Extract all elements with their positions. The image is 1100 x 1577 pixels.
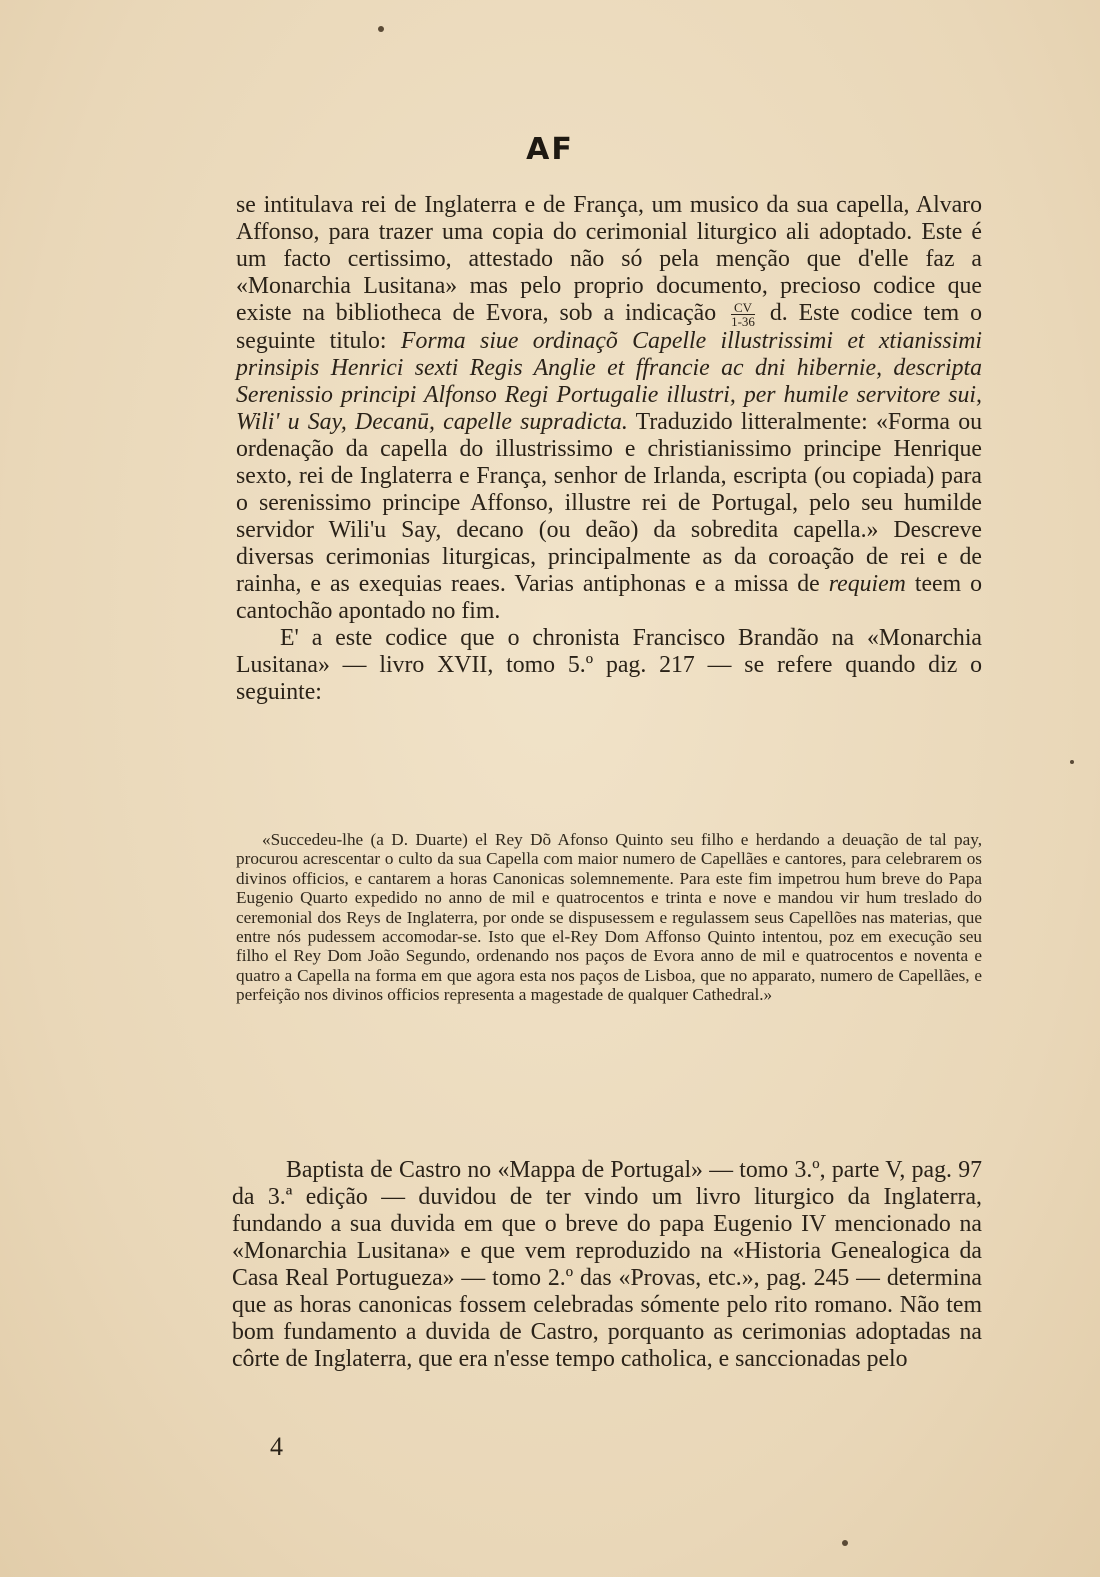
fraction-denominator: 1-36 bbox=[731, 314, 755, 330]
paragraph-1-text-b: d. Este codice tem o seguinte titulo: bbox=[236, 300, 982, 355]
requiem-word: requiem bbox=[828, 571, 906, 598]
paragraph-1-text-a: se intitulava rei de Inglaterra e de França, um musico da sua capella, Alvaro Affonso, para trazer uma copia do cerimonial liturgico ali adoptado. Este é um facto certissimo, attestado não só pela menção que d'elle faz a «Monarchia Lusitana» mas pelo proprio documento, precioso codice que existe na bibliotheca de Evora, sob a indicação bbox=[236, 192, 982, 326]
speck bbox=[842, 1540, 848, 1546]
fraction-numerator: CV bbox=[731, 301, 755, 315]
paragraph-1-text-c: Traduzido litteralmente: «Forma ou ordenação da capella do illustrissimo e christianissimo principe Henrique sexto, rei de Inglaterra e França, senhor de Irlanda, escripta (ou copiada) para o serenissimo principe Affonso, illustre rei de Portugal, pelo seu humilde servidor Wili'u Say, decano (ou deão) da sobredita capella.» Descreve diversas cerimonias liturgicas, principalmente as da coroação de rei e de rainha, e as exequias reaes. Varias antiphonas e a missa de bbox=[236, 409, 982, 598]
speck bbox=[378, 26, 384, 32]
speck bbox=[1070, 760, 1074, 764]
latin-title: Forma siue ordinaçõ Capelle illustrissimi et xtianissimi prinsipis Henrici sexti Regis Anglie et ffrancie ac dni hibernie, descripta Serenissio principi Alfonso Regi Portugalie illustri, per humile servitore sui, Wili' u Say, Decanū, capelle supradicta. bbox=[236, 328, 982, 436]
paragraph-1-text-d: teem o cantochão apontado no fim. bbox=[236, 571, 982, 625]
quote-text: «Succedeu-lhe (a D. Duarte) el Rey Dõ Afonso Quinto seu filho e herdando a deuação de tal pay, procurou acrescentar o culto da sua Capella com maior numero de Capellães e cantores, para celebrarem os divinos officios, e cantarem a horas Canonicas solemnemente. Para este fim impetrou hum breve do Papa Eugenio Quarto expedido no anno de mil e quatrocentos e trinta e nove e mandou vir hum treslado do ceremonial dos Reys de Inglaterra, por onde se dispusessem e regulassem seus Capellões nas materias, que entre nós pudessem accomodar-se. Isto que el-Rey Dom Affonso Quinto intentou, poz em execução seu filho el Rey Dom João Segundo, ordenando nos paços de Evora anno de mil e quatrocentos e noventa e quatro a Capella na forma em que agora esta nos paços de Lisboa, que no apparato, numero de Capellães, e perfeição nos divinos officios representa a magestade de qualquer Cathedral.» bbox=[236, 830, 982, 1005]
signature-mark: AF bbox=[526, 132, 574, 167]
main-text-continued bbox=[232, 1157, 982, 1373]
paragraph-3: Baptista de Castro no «Mappa de Portugal» — tomo 3.º, parte V, pag. 97 da 3.ª edição — duvidou de ter vindo um livro liturgico da Inglaterra, fundando a sua duvida em que o breve do papa Eugenio IV mencionado na «Monarchia Lusitana» e que vem reproduzido na «Historia Genealogica da Casa Real Portugueza» — tomo 2.º das «Provas, etc.», pag. 245 — determina que as horas canonicas fossem celebradas sómente pelo rito romano. Não tem bom fundamento a duvida de Castro, porquanto as cerimonias adoptadas na côrte de Inglaterra, que era n'esse tempo catholica, e sanccionadas pelo bbox=[232, 1157, 982, 1372]
shelfmark-fraction bbox=[731, 301, 755, 328]
signature-number: 4 bbox=[270, 1432, 283, 1461]
block-quote bbox=[236, 830, 982, 1005]
paragraph-1 bbox=[236, 192, 982, 625]
paragraph-2: E' a este codice que o chronista Francisco Brandão na «Monarchia Lusitana» — livro XVII, tomo 5.º pag. 217 — se refere quando diz o seguinte: bbox=[236, 625, 982, 706]
main-text bbox=[236, 192, 982, 706]
